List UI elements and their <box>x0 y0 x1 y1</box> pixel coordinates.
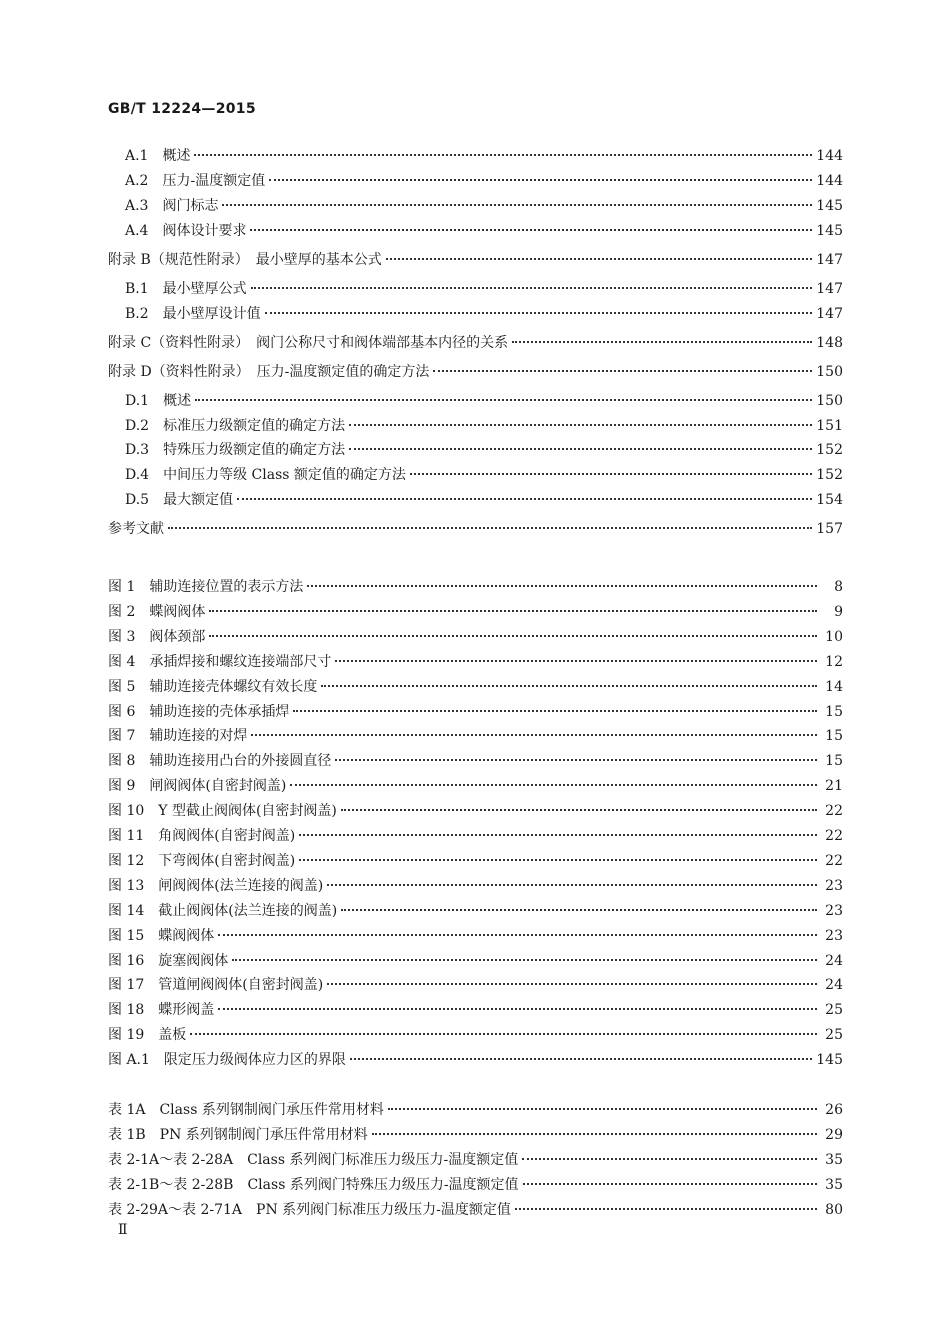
toc-entry-label: 参考文献 <box>108 521 164 537</box>
leader-dots <box>195 399 812 401</box>
toc-entry-page: 22 <box>825 852 843 869</box>
leader-dots <box>335 660 817 662</box>
toc-entry-page: 154 <box>816 492 843 508</box>
standard-code-header: GB/T 12224—2015 <box>108 101 256 117</box>
leader-dots <box>209 610 817 612</box>
leader-dots <box>194 154 812 156</box>
toc-entry[interactable] <box>108 628 843 646</box>
toc-entry[interactable] <box>108 520 843 538</box>
toc-entry[interactable] <box>125 466 843 484</box>
leader-dots <box>209 635 817 637</box>
toc-entry[interactable] <box>108 1026 843 1044</box>
leader-dots <box>299 834 817 836</box>
toc-entry[interactable] <box>108 334 843 352</box>
leader-dots <box>386 258 813 260</box>
toc-entry-label: D.5 最大额定值 <box>125 492 234 508</box>
leader-dots <box>265 312 813 314</box>
toc-entry[interactable] <box>108 802 843 820</box>
toc-entry-page: 8 <box>834 579 843 595</box>
toc-entry-page: 12 <box>825 653 843 670</box>
leader-dots <box>512 341 812 343</box>
toc-entry-page: 22 <box>825 828 843 844</box>
toc-entry-page: 145 <box>816 1052 843 1069</box>
toc-entry[interactable] <box>108 1101 843 1119</box>
leader-dots <box>515 1208 817 1210</box>
toc-entry-label: D.4 中间压力等级 Class 额定值的确定方法 <box>125 467 406 483</box>
toc-entry-label: D.1 概述 <box>125 393 192 409</box>
toc-entry-page: 10 <box>825 628 843 645</box>
toc-entry-label: 图 6 辅助连接的壳体承插焊 <box>108 703 290 720</box>
leader-dots <box>349 448 812 450</box>
toc-entry-page: 26 <box>825 1102 843 1118</box>
toc-entry[interactable] <box>125 305 843 323</box>
toc-entry[interactable] <box>108 578 843 596</box>
toc-entry[interactable] <box>108 976 843 994</box>
toc-entry[interactable] <box>108 653 843 671</box>
leader-dots <box>222 204 812 206</box>
toc-entry-page: 145 <box>816 223 843 239</box>
leader-dots <box>190 1033 817 1035</box>
toc-entry[interactable] <box>125 392 843 410</box>
toc-entry[interactable] <box>125 280 843 298</box>
toc-entry-page: 24 <box>825 952 843 969</box>
toc-entry-label: 图 16 旋塞阀阀体 <box>108 952 229 969</box>
toc-entry[interactable] <box>125 222 843 240</box>
toc-entry[interactable] <box>108 603 843 621</box>
toc-entry-page: 15 <box>825 728 843 745</box>
toc-entry-page: 147 <box>816 252 843 268</box>
toc-entry-label: 图 4 承插焊接和螺纹连接端部尺寸 <box>108 653 332 670</box>
toc-entry-page: 14 <box>825 678 843 695</box>
toc-entry-label: 图 10 Y 型截止阀阀体(自密封阀盖) <box>108 803 337 820</box>
toc-entry-label: A.1 概述 <box>125 148 191 164</box>
toc-entry-label: 表 2-1B～表 2-28B Class 系列阀门特殊压力级压力-温度额定值 <box>108 1177 519 1193</box>
toc-entry-label: 图 19 盖板 <box>108 1027 187 1044</box>
toc-entry-label: D.2 标准压力级额定值的确定方法 <box>125 418 346 434</box>
toc-entry[interactable] <box>108 877 843 895</box>
toc-entry[interactable] <box>125 147 843 165</box>
toc-entry-label: A.3 阀门标志 <box>125 198 219 214</box>
toc-entry-page: 148 <box>816 335 843 351</box>
toc-entry-page: 22 <box>825 803 843 820</box>
leader-dots <box>522 1158 817 1160</box>
toc-entry[interactable] <box>108 363 843 381</box>
toc-entry-label: 图 12 下弯阀体(自密封阀盖) <box>108 852 296 869</box>
toc-entry-page: 23 <box>825 877 843 894</box>
toc-entry-page: 145 <box>816 198 843 214</box>
leader-dots <box>388 1108 817 1110</box>
toc-entry-page: 152 <box>816 442 843 458</box>
leader-dots <box>327 884 817 886</box>
toc-entry[interactable] <box>125 441 843 459</box>
leader-dots <box>349 424 812 426</box>
toc-entry-label: 表 2-29A～表 2-71A PN 系列阀门标准压力级压力-温度额定值 <box>108 1202 511 1218</box>
toc-entry-label: 图 9 闸阀阀体(自密封阀盖) <box>108 778 287 795</box>
toc-entry-label: 图 18 蝶形阀盖 <box>108 1002 215 1019</box>
leader-dots <box>410 473 812 475</box>
leader-dots <box>350 1058 812 1060</box>
toc-entry[interactable] <box>108 1176 843 1194</box>
toc-entry-page: 24 <box>825 977 843 994</box>
leader-dots <box>299 859 817 861</box>
page-number: Ⅱ <box>118 1222 128 1238</box>
toc-entry-page: 21 <box>825 778 843 795</box>
leader-dots <box>321 685 817 687</box>
toc-entry-label: B.1 最小壁厚公式 <box>125 281 247 297</box>
toc-entry[interactable] <box>108 927 843 945</box>
toc-entry-page: 15 <box>825 703 843 720</box>
leader-dots <box>372 1133 817 1135</box>
leader-dots <box>237 498 812 500</box>
leader-dots <box>341 809 817 811</box>
toc-entry[interactable] <box>108 703 843 721</box>
leader-dots <box>168 527 812 529</box>
toc-entry-page: 35 <box>825 1152 843 1168</box>
leader-dots <box>341 909 817 911</box>
toc-entry-label: 图 11 角阀阀体(自密封阀盖) <box>108 828 296 844</box>
leader-dots <box>523 1183 817 1185</box>
toc-entry-label: A.4 阀体设计要求 <box>125 223 247 239</box>
toc-entry[interactable] <box>108 852 843 870</box>
toc-entry-page: 147 <box>816 306 843 322</box>
toc-entry-label: D.3 特殊压力级额定值的确定方法 <box>125 442 346 458</box>
leader-dots <box>433 370 812 372</box>
leader-dots <box>218 1008 817 1010</box>
leader-dots <box>250 229 812 231</box>
toc-entry-label: 图 17 管道闸阀阀体(自密封阀盖) <box>108 977 324 994</box>
toc-entry-label: 附录 C（资料性附录） 阀门公称尺寸和阀体端部基本内径的关系 <box>108 335 509 351</box>
toc-entry-label: 图 2 蝶阀阀体 <box>108 603 206 620</box>
toc-entry[interactable] <box>108 1001 843 1019</box>
toc-entry-label: 图 8 辅助连接用凸台的外接圆直径 <box>108 753 332 770</box>
toc-entry-page: 150 <box>816 393 843 409</box>
toc-entry-page: 147 <box>816 281 843 297</box>
toc-entry-page: 23 <box>825 927 843 944</box>
leader-dots <box>269 179 812 181</box>
toc-entry-page: 80 <box>825 1202 843 1218</box>
toc-entry[interactable] <box>108 902 843 920</box>
toc-entry[interactable] <box>125 491 843 509</box>
toc-entry-page: 15 <box>825 753 843 770</box>
toc-entry-page: 23 <box>825 902 843 919</box>
toc-entry-label: 表 2-1A～表 2-28A Class 系列阀门标准压力级压力-温度额定值 <box>108 1152 519 1168</box>
toc-entry[interactable] <box>108 827 843 845</box>
leader-dots <box>251 287 813 289</box>
toc-entry-page: 152 <box>816 467 843 483</box>
toc-entry[interactable] <box>108 678 843 696</box>
toc-entry-label: 图 1 辅助连接位置的表示方法 <box>108 579 304 595</box>
toc-entry[interactable] <box>108 752 843 770</box>
toc-entry-label: 图 5 辅助连接壳体螺纹有效长度 <box>108 678 318 695</box>
toc-entry-label: B.2 最小壁厚设计值 <box>125 306 261 322</box>
toc-entry-label: 图 13 闸阀阀体(法兰连接的阀盖) <box>108 877 324 894</box>
toc-entry-page: 25 <box>825 1002 843 1019</box>
toc-entry-label: 表 1A Class 系列钢制阀门承压件常用材料 <box>108 1102 384 1118</box>
leader-dots <box>335 759 817 761</box>
toc-entry-label: 附录 B（规范性附录） 最小壁厚的基本公式 <box>108 252 382 268</box>
leader-dots <box>293 710 817 712</box>
toc-entry-page: 144 <box>816 148 843 164</box>
toc-entry-page: 144 <box>816 173 843 189</box>
toc-entry-page: 29 <box>825 1127 843 1143</box>
leader-dots <box>232 959 817 961</box>
toc-entry-label: 图 7 辅助连接的对焊 <box>108 728 248 745</box>
toc-entry[interactable] <box>108 1151 843 1169</box>
toc-entry-label: 图 15 蝶阀阀体 <box>108 927 215 944</box>
leader-dots <box>307 585 817 587</box>
leader-dots <box>218 934 817 936</box>
toc-entry[interactable] <box>108 1126 843 1144</box>
toc-entry[interactable] <box>125 172 843 190</box>
toc-entry[interactable] <box>125 417 843 435</box>
leader-dots <box>327 983 817 985</box>
toc-entry[interactable] <box>108 251 843 269</box>
toc-entry-page: 9 <box>834 603 843 620</box>
leader-dots <box>251 734 817 736</box>
toc-entry[interactable] <box>108 952 843 970</box>
toc-entry-label: 图 14 截止阀阀体(法兰连接的阀盖) <box>108 902 338 919</box>
toc-entry-page: 25 <box>825 1027 843 1044</box>
toc-entry-label: 图 A.1 限定压力级阀体应力区的界限 <box>108 1052 346 1069</box>
toc-entry-label: 图 3 阀体颈部 <box>108 628 206 645</box>
toc-entry[interactable] <box>108 1051 843 1069</box>
toc-entry-page: 35 <box>825 1177 843 1193</box>
toc-entry-label: A.2 压力-温度额定值 <box>125 173 266 189</box>
toc-entry-label: 附录 D（资料性附录） 压力-温度额定值的确定方法 <box>108 364 430 380</box>
leader-dots <box>290 784 817 786</box>
toc-entry-page: 150 <box>816 364 843 380</box>
toc-entry[interactable] <box>108 777 843 795</box>
toc-entry-page: 151 <box>816 418 843 434</box>
toc-entry[interactable] <box>108 727 843 745</box>
toc-entry[interactable] <box>125 197 843 215</box>
toc-entry-label: 表 1B PN 系列钢制阀门承压件常用材料 <box>108 1127 368 1143</box>
toc-entry[interactable] <box>108 1201 843 1219</box>
toc-entry-page: 157 <box>816 521 843 537</box>
